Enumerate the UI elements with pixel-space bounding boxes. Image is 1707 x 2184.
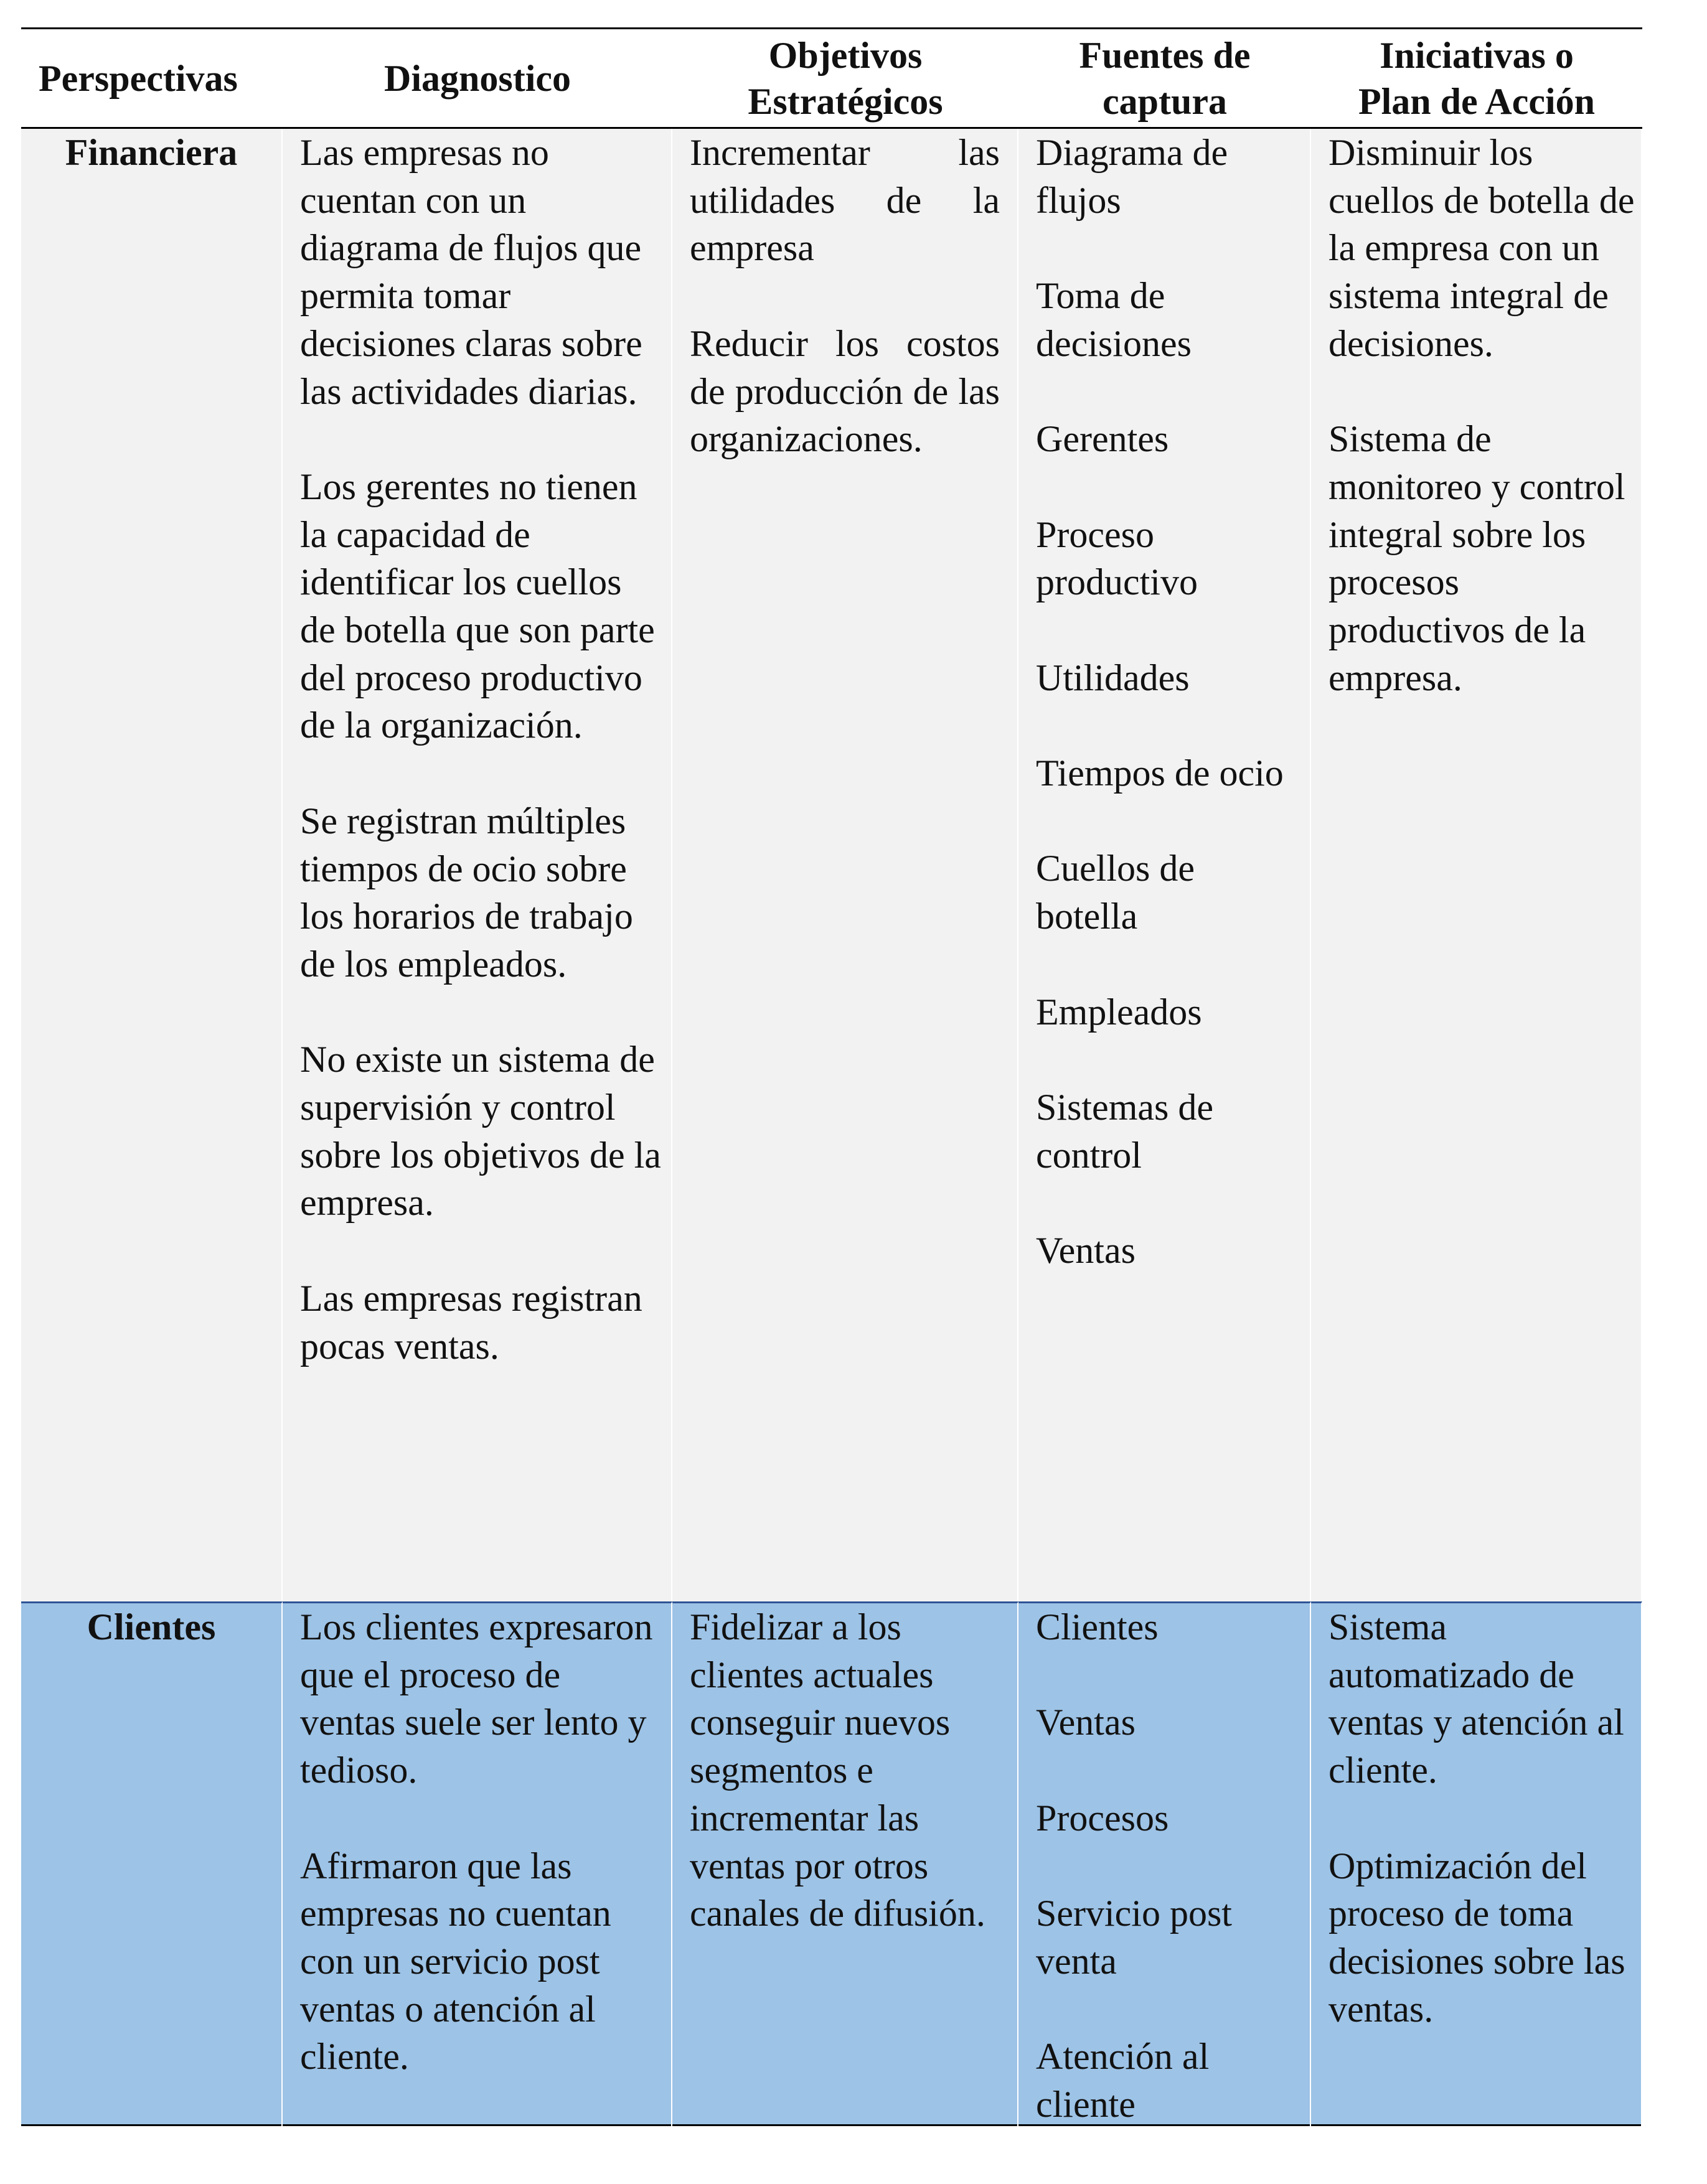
objetivo-paragraph: Fidelizar a los clientes actuales conseguir nuevos segmentos e incrementar las ventas por otros canales de difusión. bbox=[690, 1606, 985, 1934]
iniciativa-paragraph: Disminuir los cuellos de botella de la empresa con un sistema integral de decisiones. bbox=[1328, 132, 1635, 364]
fuentes-cell bbox=[1018, 129, 1311, 1601]
perspectiva-label: Clientes bbox=[87, 1606, 216, 1647]
diagnostico-cell bbox=[283, 1601, 672, 2129]
perspectiva-label: Financiera bbox=[65, 132, 238, 173]
fuente-item: Ventas bbox=[1036, 1702, 1136, 1743]
header-perspectivas-text: Perspectivas bbox=[39, 57, 238, 99]
strategy-table bbox=[21, 27, 1642, 2126]
header-objetivos-line2: Estratégicos bbox=[748, 80, 943, 122]
fuente-item: Ventas bbox=[1036, 1230, 1136, 1272]
header-iniciativas-line2: Plan de Acción bbox=[1358, 80, 1595, 122]
fuente-item: Cuellos de botella bbox=[1036, 848, 1195, 937]
diagnostico-cell bbox=[283, 129, 672, 1601]
fuente-item: Utilidades bbox=[1036, 657, 1190, 698]
fuente-item: Diagrama de flujos bbox=[1036, 132, 1228, 221]
header-perspectivas bbox=[21, 29, 283, 127]
header-fuentes-line2: captura bbox=[1103, 80, 1227, 122]
diagnostico-paragraph: Las empresas no cuentan con un diagrama de flujos que permita tomar decisiones claras sobre las actividades diarias. bbox=[300, 132, 642, 412]
fuentes-cell bbox=[1018, 1601, 1311, 2129]
iniciativa-paragraph: Sistema de monitoreo y control integral sobre los procesos productivos de la empresa. bbox=[1328, 418, 1625, 698]
fuente-item: Atención al cliente bbox=[1036, 2036, 1210, 2125]
diagnostico-paragraph: Afirmaron que las empresas no cuentan con un servicio post ventas o atención al cliente. bbox=[300, 1845, 611, 2078]
perspectiva-cell bbox=[21, 129, 283, 1601]
diagnostico-paragraph: Los clientes expresaron que el proceso de ventas suele ser lento y tedioso. bbox=[300, 1606, 653, 1791]
diagnostico-paragraph: Los gerentes no tienen la capacidad de identificar los cuellos de botella que son parte del proceso productivo de la organización. bbox=[300, 466, 655, 746]
fuente-item: Clientes bbox=[1036, 1606, 1159, 1647]
table-row-clientes bbox=[21, 1601, 1642, 2124]
header-fuentes bbox=[1018, 29, 1311, 127]
objetivos-cell bbox=[672, 1601, 1018, 2129]
fuente-item: Proceso productivo bbox=[1036, 513, 1198, 603]
fuente-item: Gerentes bbox=[1036, 418, 1169, 460]
fuente-item: Tiempos de ocio bbox=[1036, 752, 1284, 794]
table-row-financiera bbox=[21, 129, 1642, 1601]
diagnostico-paragraph: Se registran múltiples tiempos de ocio sobre los horarios de trabajo de los empleados. bbox=[300, 800, 633, 985]
iniciativas-cell bbox=[1311, 129, 1642, 1601]
fuente-item: Empleados bbox=[1036, 991, 1202, 1033]
objetivo-paragraph: Reducir los costos de producción de las organizaciones. bbox=[690, 322, 1000, 460]
diagnostico-paragraph: Las empresas registran pocas ventas. bbox=[300, 1277, 642, 1367]
iniciativa-paragraph: Optimización del proceso de toma decisiones sobre las ventas. bbox=[1328, 1845, 1625, 2030]
fuente-item: Sistemas de control bbox=[1036, 1086, 1213, 1176]
diagnostico-paragraph: No existe un sistema de supervisión y control sobre los objetivos de la empresa. bbox=[300, 1039, 661, 1224]
header-objetivos bbox=[672, 29, 1018, 127]
objetivo-paragraph: Incrementar las utilidades de la empresa bbox=[690, 132, 1000, 269]
objetivos-cell bbox=[672, 129, 1018, 1601]
table-header-row bbox=[21, 29, 1642, 127]
iniciativa-paragraph: Sistema automatizado de ventas y atención al cliente. bbox=[1328, 1606, 1624, 1791]
header-iniciativas-line1: Iniciativas o bbox=[1380, 34, 1574, 76]
fuente-item: Procesos bbox=[1036, 1797, 1169, 1839]
header-objetivos-line1: Objetivos bbox=[768, 34, 923, 76]
iniciativas-cell bbox=[1311, 1601, 1642, 2129]
fuente-item: Servicio post venta bbox=[1036, 1893, 1232, 1982]
header-diagnostico-text: Diagnostico bbox=[384, 57, 571, 99]
header-fuentes-line1: Fuentes de bbox=[1079, 34, 1251, 76]
perspectiva-cell bbox=[21, 1601, 283, 2129]
header-iniciativas bbox=[1311, 29, 1642, 127]
header-diagnostico bbox=[283, 29, 672, 127]
fuente-item: Toma de decisiones bbox=[1036, 275, 1192, 364]
